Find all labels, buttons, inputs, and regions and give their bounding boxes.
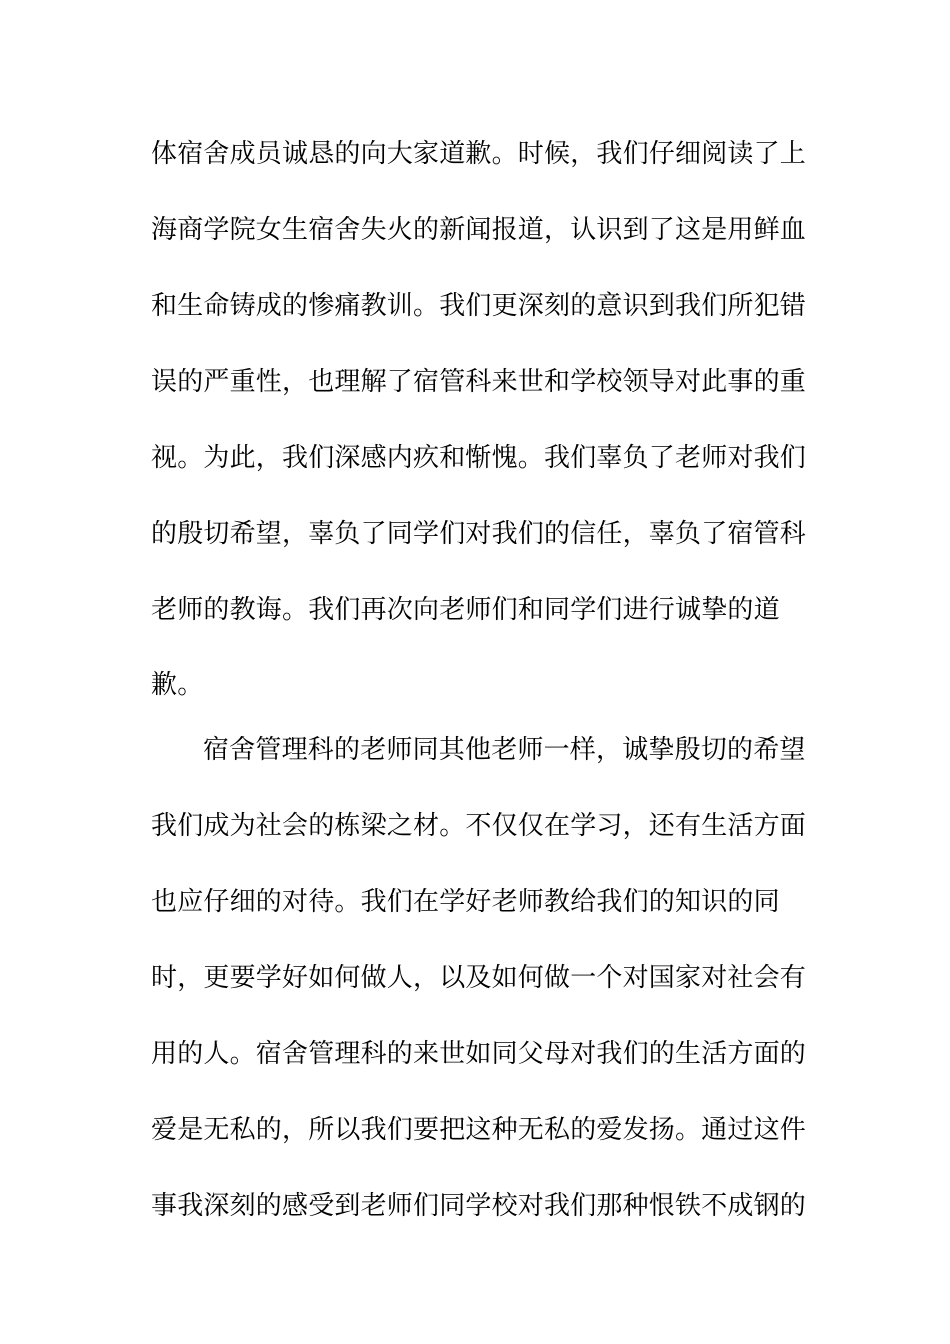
text-line: 爱是无私的，所以我们要把这种无私的爱发扬。通过这件 [151,1115,807,1145]
text-line: 我们成为社会的栋梁之材。不仅仅在学习，还有生活方面 [151,811,807,841]
text-line: 宿舍管理科的老师同其他老师一样，诚挚殷切的希望 [203,735,806,765]
text-line: 和生命铸成的惨痛教训。我们更深刻的意识到我们所犯错 [151,291,807,321]
text-line: 误的严重性，也理解了宿管科来世和学校领导对此事的重 [151,367,807,397]
text-line: 的殷切希望，辜负了同学们对我们的信任，辜负了宿管科 [151,519,807,549]
text-line: 歉。 [151,670,204,700]
text-line: 也应仔细的对待。我们在学好老师教给我们的知识的同 [151,887,780,917]
text-line: 视。为此，我们深感内疚和惭愧。我们辜负了老师对我们 [151,443,807,473]
text-line: 时，更要学好如何做人，以及如何做一个对国家对社会有 [151,963,807,993]
text-line: 事我深刻的感受到老师们同学校对我们那种恨铁不成钢的 [151,1191,807,1221]
text-line: 海商学院女生宿舍失火的新闻报道，认识到了这是用鲜血 [151,215,807,245]
text-line: 老师的教诲。我们再次向老师们和同学们进行诚挚的道 [151,595,780,625]
text-line: 用的人。宿舍管理科的来世如同父母对我们的生活方面的 [151,1039,807,1069]
text-line: 体宿舍成员诚恳的向大家道歉。时候，我们仔细阅读了上 [151,139,807,169]
